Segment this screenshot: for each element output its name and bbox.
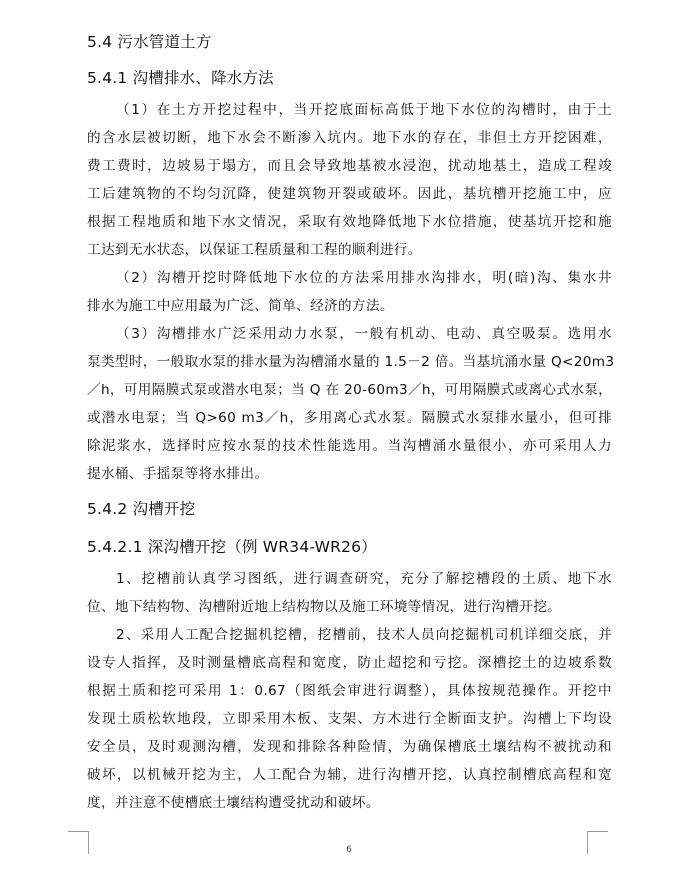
- paragraph-line: 或潜水电泵；当 Q>60 m3／h，多用离心式水泵。隔膜式水泵排水量小，但可排: [87, 410, 612, 426]
- paragraph-line: 破坏，以机械开挖为主，人工配合为辅，进行沟槽开挖，认真控制槽底高程和宽: [87, 767, 612, 783]
- section-heading-5-4-1: 5.4.1 沟槽排水、降水方法: [87, 69, 274, 87]
- paragraph-line: 泵类型时，一般取水泵的排水量为沟槽涌水量的 1.5－2 倍。当基坑涌水量 Q<20m3: [87, 354, 615, 370]
- section-heading-5-4-2-1: 5.4.2.1 深沟槽开挖（例 WR34-WR26）: [87, 538, 377, 556]
- section-heading-5-4: 5.4 污水管道土方: [87, 33, 212, 51]
- page-number: 6: [346, 845, 352, 855]
- paragraph-line: ／h，可用隔膜式泵或潜水电泵；当 Q 在 20-60m3／h，可用隔膜式或离心式水泵，: [87, 382, 613, 398]
- paragraph-line: （3）沟槽排水广泛采用动力水泵，一般有机动、电动、真空吸泵。选用水: [116, 326, 612, 342]
- section-heading-5-4-2: 5.4.2 沟槽开挖: [87, 500, 196, 518]
- paragraph-line: 设专人指挥，及时测量槽底高程和宽度，防止超挖和亏挖。深槽挖土的边坡系数: [87, 655, 612, 671]
- paragraph-line: 提水桶、手摇泵等将水排出。: [87, 466, 269, 482]
- paragraph-line: 度，并注意不使槽底土壤结构遭受扰动和破坏。: [87, 795, 380, 811]
- paragraph-line: 排水为施工中应用最为广泛、简单、经济的方法。: [87, 298, 394, 314]
- paragraph-line: （1）在土方开挖过程中，当开挖底面标高低于地下水位的沟槽时，由于土: [116, 102, 612, 118]
- paragraph-line: 2、采用人工配合挖掘机挖槽，挖槽前，技术人员向挖掘机司机详细交底，并: [116, 627, 612, 643]
- paragraph-line: 根据工程地质和地下水文情况，采取有效地降低地下水位措施，使基坑开挖和施: [87, 214, 612, 230]
- paragraph-line: 工达到无水状态，以保证工程质量和工程的顺利进行。: [87, 242, 422, 258]
- paragraph-line: （2）沟槽开挖时降低地下水位的方法采用排水沟排水，明(暗)沟、集水井: [116, 270, 612, 286]
- paragraph-line: 根据土质和挖可采用 1：0.67（图纸会审进行调整），具体按规范操作。开挖中: [87, 683, 612, 699]
- paragraph-line: 位、地下结构物、沟槽附近地上结构物以及施工环境等情况，进行沟槽开挖。: [87, 599, 562, 615]
- paragraph-line: 发现土质松软地段，立即采用木板、支架、方木进行全断面支护。沟槽上下均设: [87, 711, 612, 727]
- paragraph-line: 除泥浆水，选择时应按水泵的技术性能选用。当沟槽涌水量很小，亦可采用人力: [87, 438, 612, 454]
- paragraph-line: 费工费时，边坡易于塌方，而且会导致地基被水浸泡，扰动地基土，造成工程竣: [87, 158, 612, 174]
- paragraph-line: 的含水层被切断，地下水会不断渗入坑内。地下水的存在，非但土方开挖困难，: [87, 130, 612, 146]
- paragraph-line: 安全员，及时观测沟槽，发现和排除各种险情，为确保槽底土壤结构不被扰动和: [87, 739, 612, 755]
- paragraph-line: 工后建筑物的不均匀沉降，使建筑物开裂或破坏。因此，基坑槽开挖施工中，应: [87, 186, 612, 202]
- paragraph-line: 1、挖槽前认真学习图纸，进行调查研究，充分了解挖槽段的土质、地下水: [116, 571, 612, 587]
